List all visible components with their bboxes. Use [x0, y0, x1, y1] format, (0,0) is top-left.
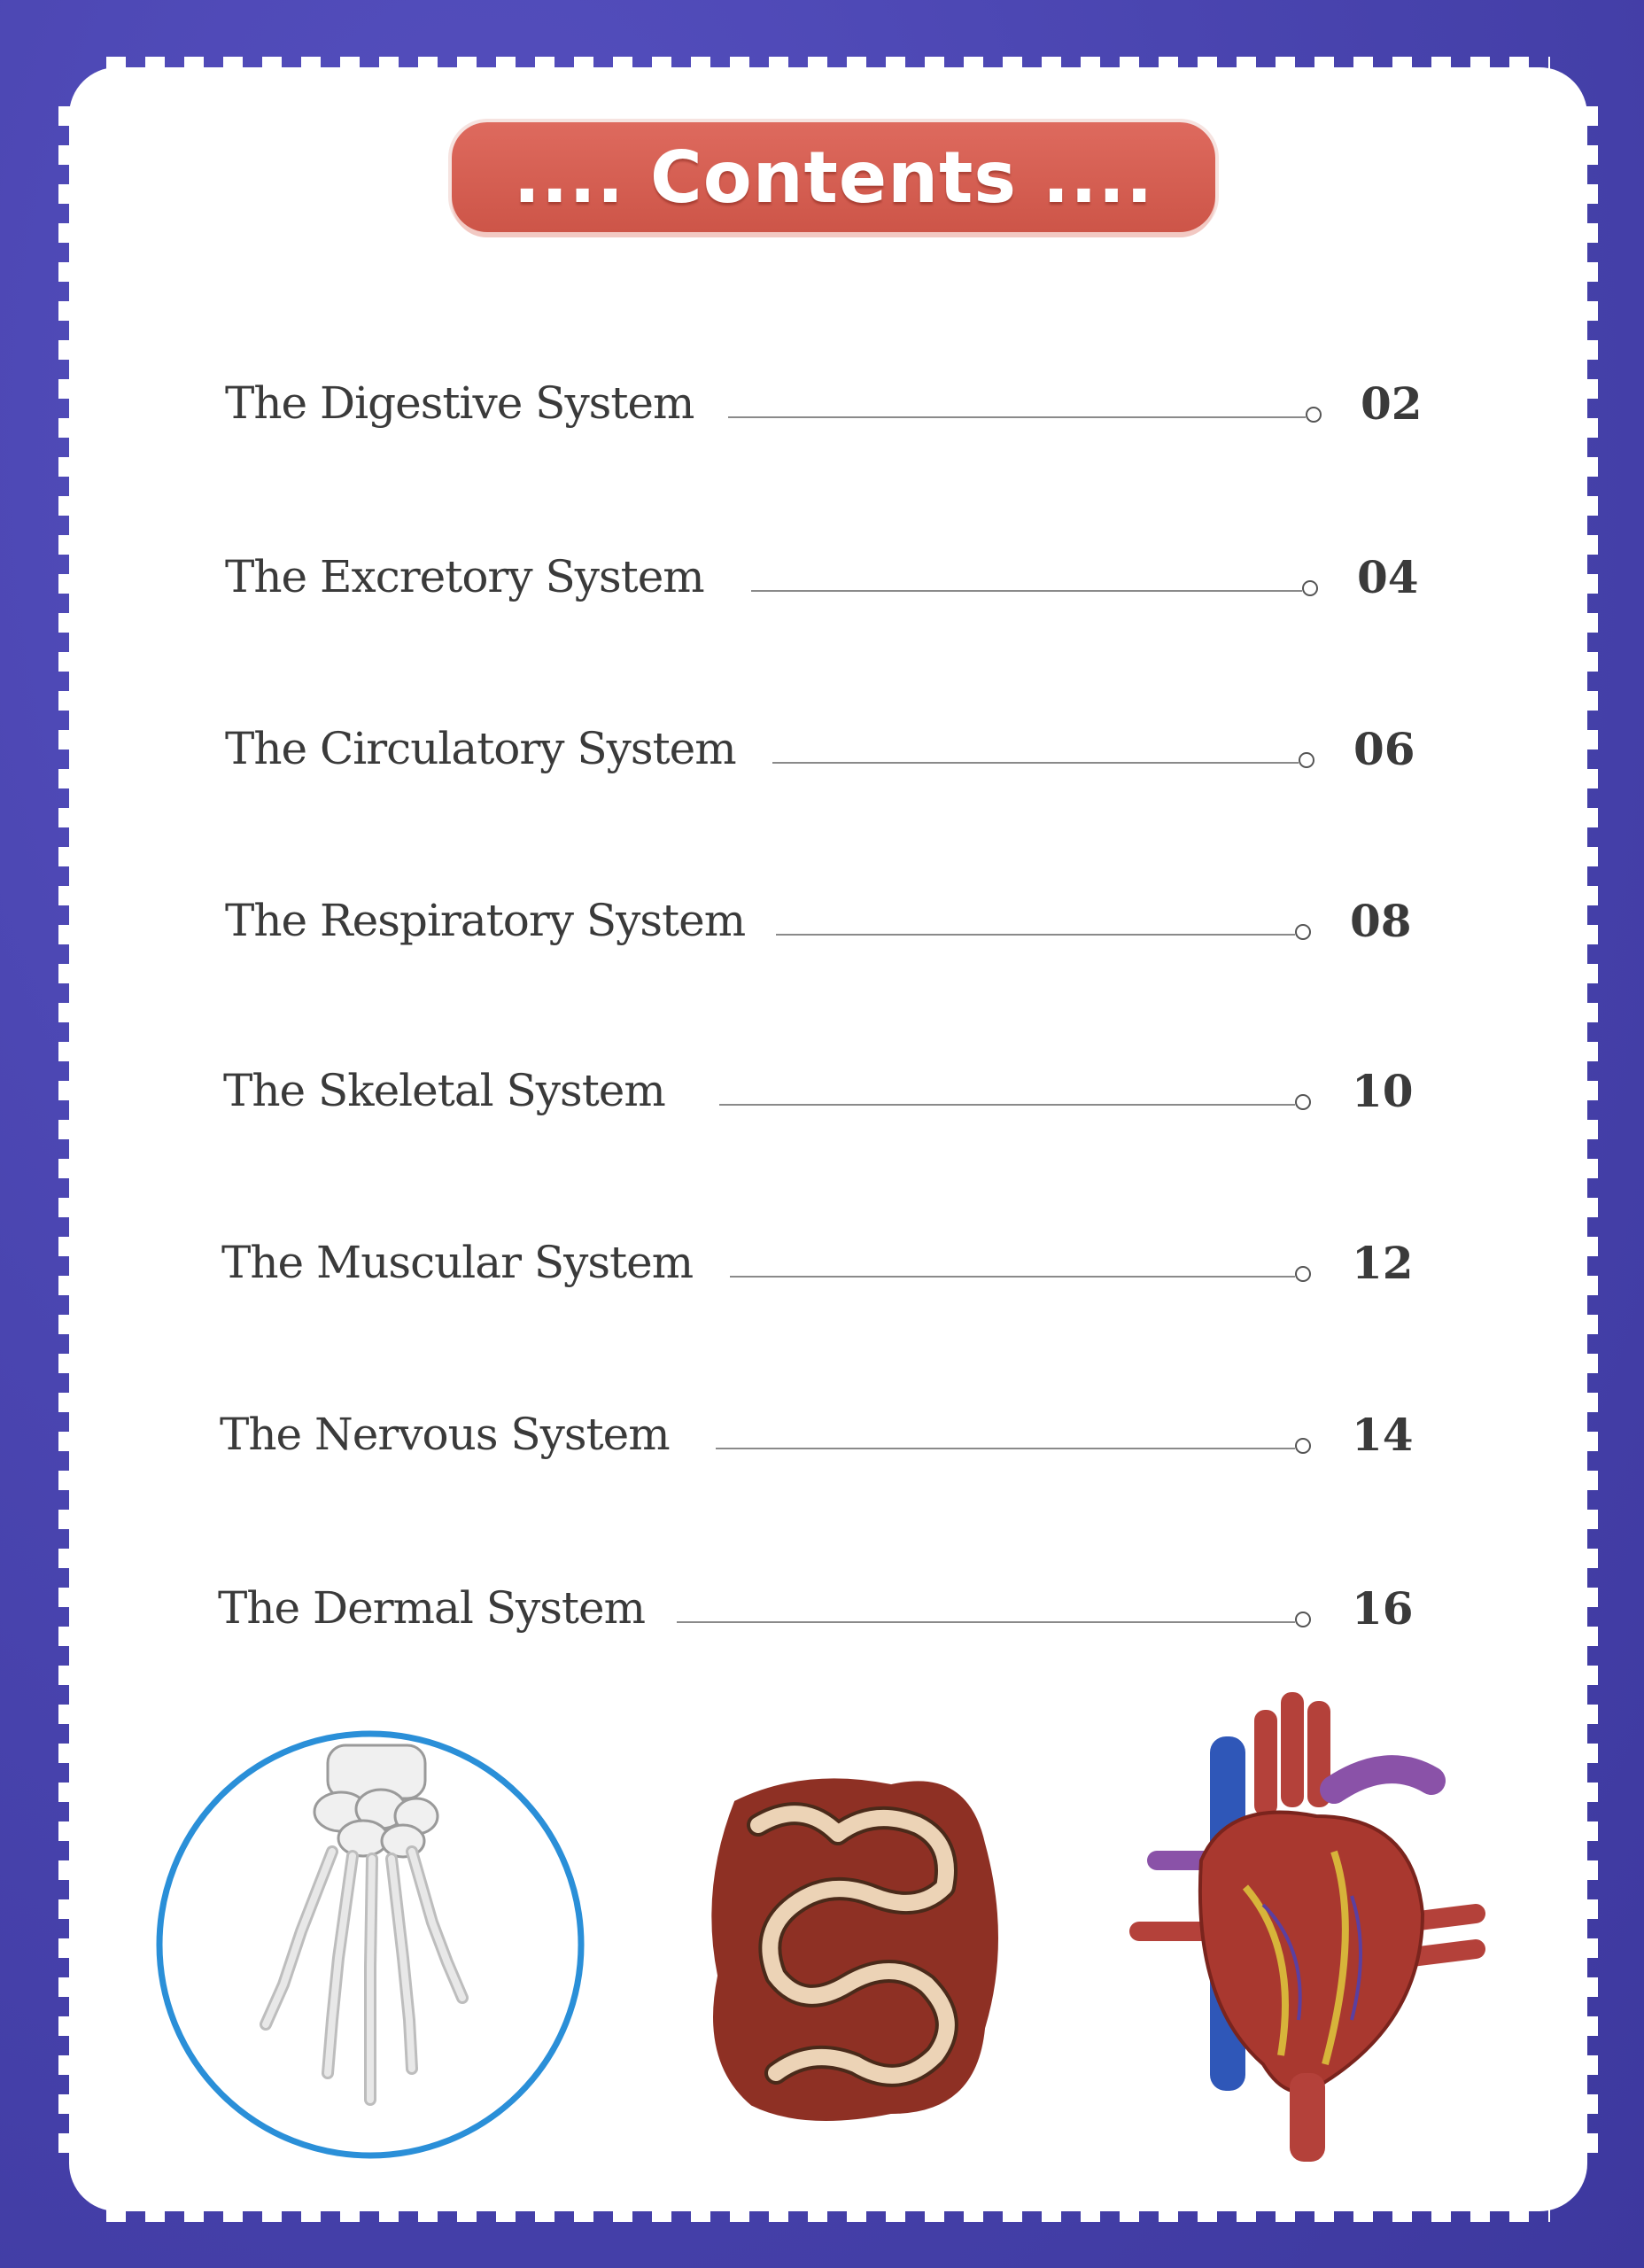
- toc-entry-label: The Excretory System: [225, 551, 704, 602]
- toc-entry-page: 12: [1352, 1237, 1414, 1289]
- toc-entry-page: 06: [1353, 723, 1415, 775]
- toc-entry-page: 08: [1350, 895, 1412, 947]
- toc-entry-page: 14: [1352, 1409, 1414, 1461]
- toc-entry[interactable]: [0, 1582, 1644, 1653]
- toc-entry[interactable]: [0, 895, 1644, 966]
- toc-leader-dot: [1295, 924, 1311, 940]
- toc-entry-label: The Nervous System: [220, 1409, 670, 1460]
- toc-leader-dot: [1295, 1612, 1311, 1627]
- intestines-icon: [696, 1763, 1015, 2135]
- toc-leader-line: [751, 590, 1302, 592]
- toc-leader-dot: [1302, 580, 1318, 596]
- toc-leader-line: [730, 1276, 1295, 1278]
- toc-leader-line: [728, 416, 1306, 418]
- toc-leader-dot: [1306, 407, 1322, 423]
- toc-entry-label: The Muscular System: [221, 1237, 694, 1288]
- toc-leader-dot: [1295, 1094, 1311, 1110]
- toc-entry[interactable]: [0, 1237, 1644, 1308]
- toc-leader-dot: [1295, 1438, 1311, 1454]
- page-title: .... Contents ....: [513, 136, 1154, 219]
- toc-entry-page: 16: [1352, 1582, 1414, 1635]
- toc-leader-dot: [1299, 752, 1314, 768]
- toc-leader-dot: [1295, 1266, 1311, 1282]
- toc-entry[interactable]: [0, 551, 1644, 622]
- toc-entry-label: The Dermal System: [218, 1582, 645, 1634]
- perforated-edge-bottom: [106, 2210, 1550, 2222]
- toc-entry-page: 10: [1352, 1065, 1414, 1117]
- toc-entry[interactable]: [0, 1409, 1644, 1480]
- toc-entry-page: 04: [1357, 551, 1419, 603]
- title-banner: [452, 122, 1215, 232]
- toc-leader-line: [719, 1104, 1295, 1106]
- skeletal-hand-icon: [151, 1728, 593, 2171]
- toc-entry-label: The Circulatory System: [225, 723, 736, 774]
- toc-entry-label: The Digestive System: [225, 377, 694, 429]
- toc-entry[interactable]: [0, 377, 1644, 448]
- toc-entry-label: The Respiratory System: [225, 895, 746, 946]
- toc-entry[interactable]: [0, 723, 1644, 794]
- toc-leader-line: [716, 1448, 1295, 1449]
- toc-leader-line: [776, 934, 1295, 936]
- toc-leader-line: [772, 762, 1299, 764]
- toc-entry-label: The Skeletal System: [223, 1065, 665, 1116]
- toc-entry-page: 02: [1361, 377, 1423, 430]
- heart-icon: [1121, 1683, 1493, 2179]
- toc-entry[interactable]: [0, 1065, 1644, 1136]
- toc-leader-line: [677, 1621, 1295, 1623]
